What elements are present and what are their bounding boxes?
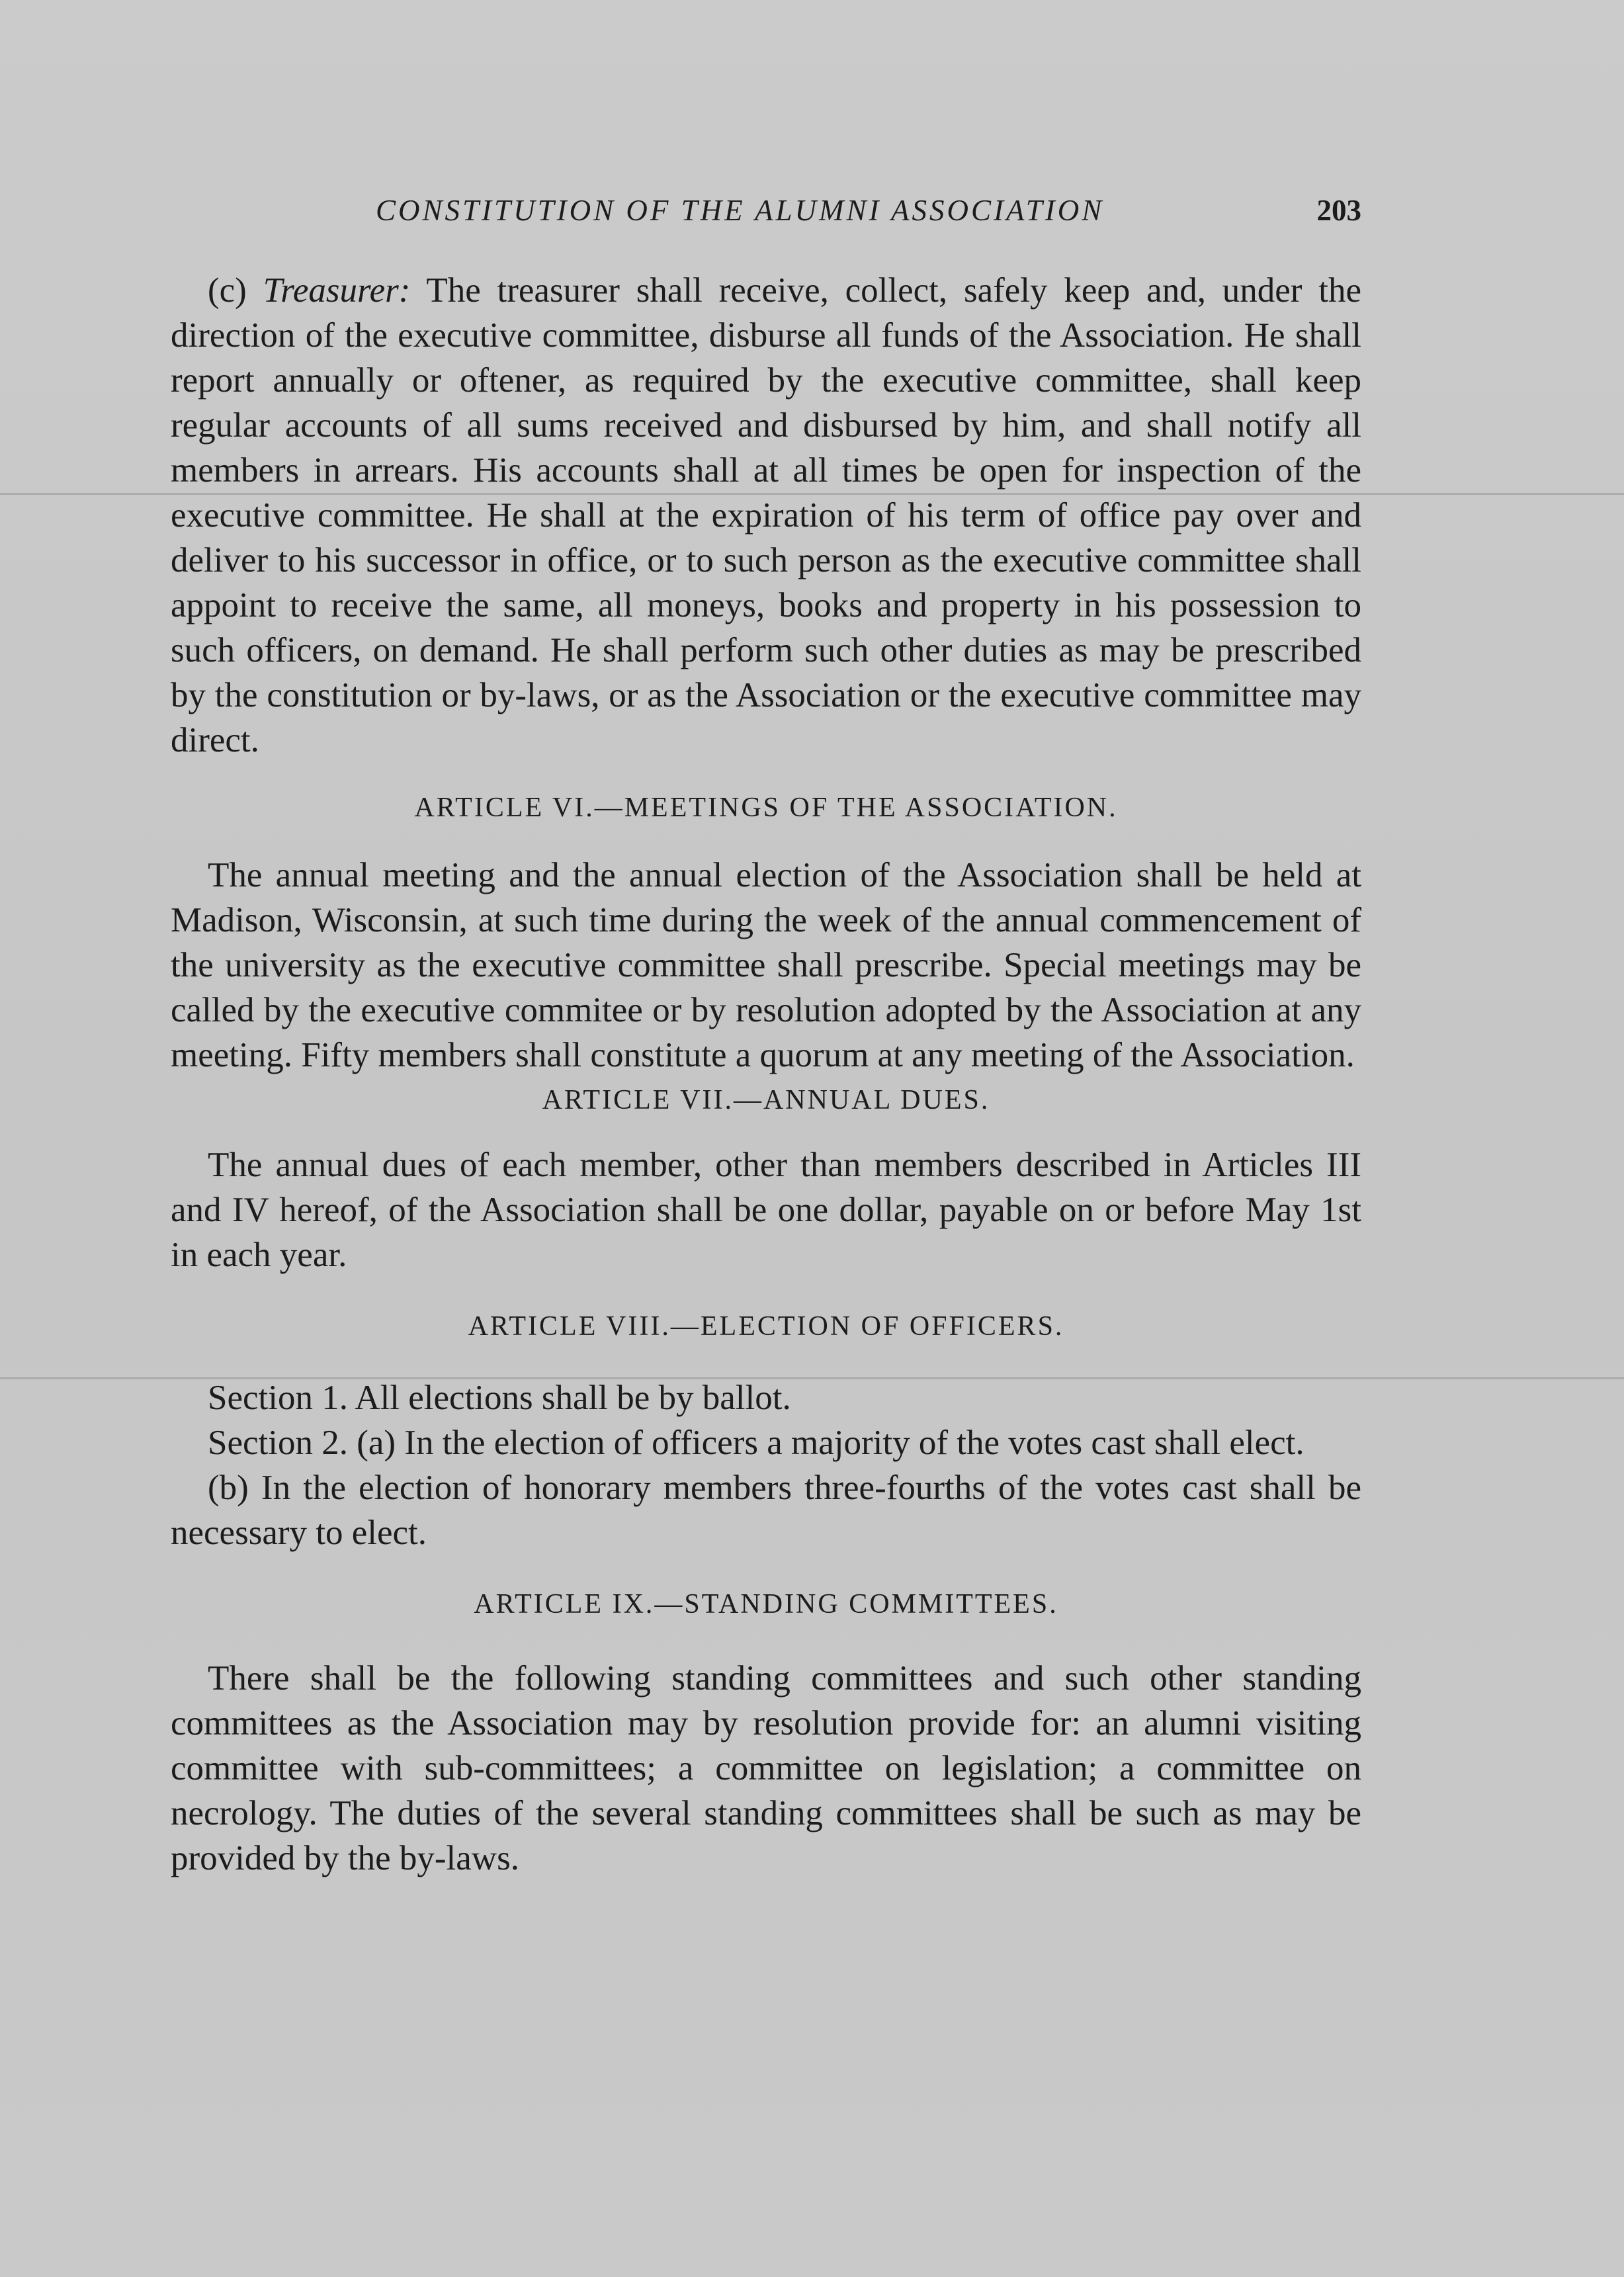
page-number: 203: [1316, 194, 1361, 227]
treasurer-label: Treasurer:: [263, 271, 411, 310]
running-title: CONSTITUTION OF THE ALUMNI ASSOCIATION: [376, 194, 1105, 227]
treasurer-paragraph: [171, 268, 1361, 763]
article-8-heading: ARTICLE VIII.—ELECTION OF OFFICERS.: [468, 1311, 1064, 1342]
page-header: [171, 193, 1361, 233]
article-9-text: There shall be the following standing committees and such other standing committees as the Association may by resolution provide for: an alumni visiting committee with sub-committees; a committee on legislation; a committee on necrology. The duties of the several standing committees shall be such as may be provided by the by-laws.: [171, 1659, 1361, 1877]
article-8-section-2a: Section 2. (a) In the election of officers a majority of the votes cast shall elect.: [208, 1424, 1304, 1462]
treasurer-text: The treasurer shall receive, collect, safely keep and, under the direction of the executive committee, disburse all funds of the Association. He shall report annually or oftener, as required by the executive committee, shall keep regular accounts of all sums received and disbursed by him, and shall notify all members in arrears. His accounts shall at all times be open for inspection of the executive committee. He shall at the expiration of his term of office pay over and deliver to his successor in office, or to such person as the executive committee shall appoint to receive the same, all moneys, books and property in his possession to such officers, on demand. He shall perform such other duties as may be prescribed by the constitution or by-laws, or as the Association or the executive committee may direct.: [171, 271, 1361, 759]
page-body: [171, 268, 1361, 1881]
article-6-text: The annual meeting and the annual election of the Association shall be held at Madison, Wisconsin, at such time during the week of the annual commencement of the university as the executive committee shall prescribe. Special meetings may be called by the executive commitee or by resolution adopted by the Association at any meeting. Fifty members shall constitute a quorum at any meeting of the Association.: [171, 856, 1361, 1074]
article-7-heading: ARTICLE VII.—ANNUAL DUES.: [542, 1085, 990, 1115]
article-9-heading: ARTICLE IX.—STANDING COMMITTEES.: [474, 1589, 1058, 1619]
treasurer-label-prefix: (c): [208, 271, 263, 310]
article-7-text: The annual dues of each member, other than members described in Articles III and IV hereof, of the Association shall be one dollar, payable on or before May 1st in each year.: [171, 1146, 1361, 1274]
article-8-section-1: Section 1. All elections shall be by ballot.: [208, 1379, 791, 1417]
article-6-heading: ARTICLE VI.—MEETINGS OF THE ASSOCIATION.: [414, 793, 1118, 823]
article-8-section-2b: (b) In the election of honorary members three-fourths of the votes cast shall be necessary to elect.: [171, 1469, 1361, 1552]
